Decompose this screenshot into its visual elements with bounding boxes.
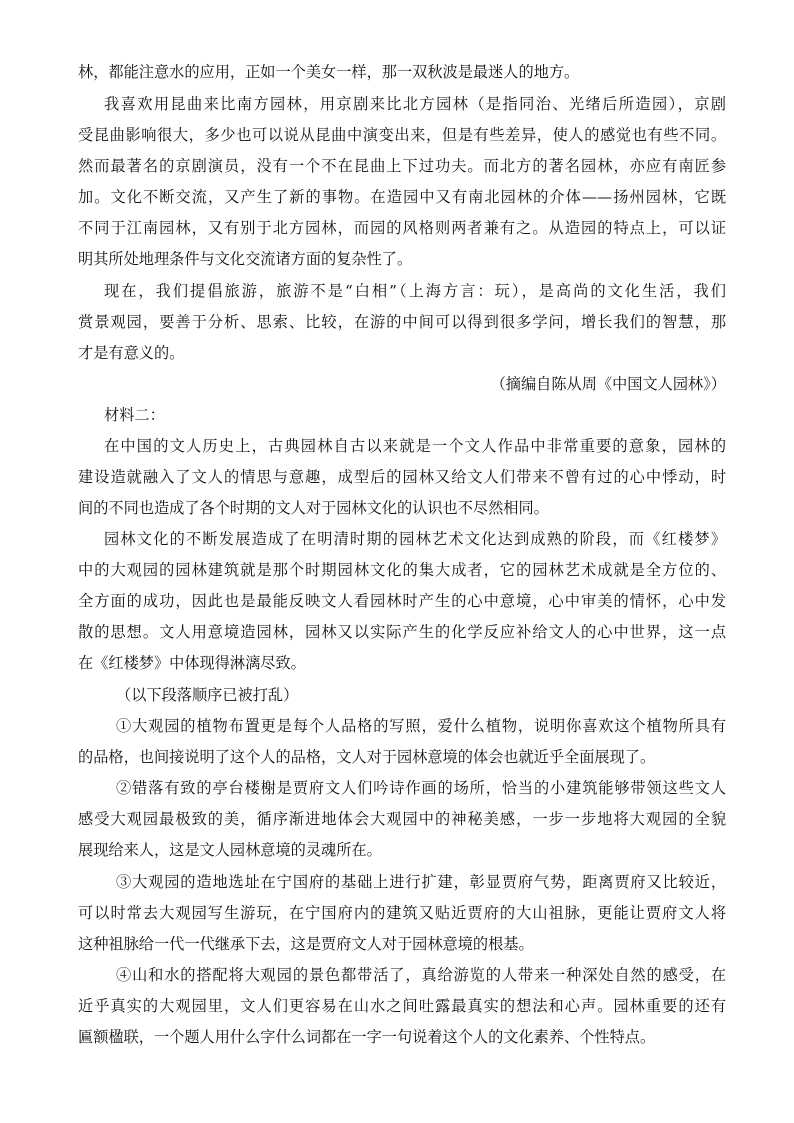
text-line: 可以时常去大观园写生游玩，在宁国府内的建筑又贴近贾府的大山祖脉，更能让贾府文人将: [78, 904, 726, 922]
text-line: ②错落有致的亭台楼榭是贾府文人们吟诗作画的场所，恰当的小建筑能够带领这些文人: [116, 779, 726, 797]
text-line: 现在，我们提倡旅游，旅游不是“白相”（上海方言：玩），是高尚的文化生活，我们: [104, 282, 726, 300]
text-line: 赏景观园，要善于分析、思索、比较，在游的中间可以得到很多学问，增长我们的智慧，那: [78, 313, 726, 331]
text-line: 不同于江南园林，又有别于北方园林，而园的风格则两者兼有之。从造园的特点上，可以证: [78, 219, 726, 237]
text-line: 中的大观园的园林建筑就是那个时期园林文化的集大成者，它的园林艺术成就是全方位的、: [78, 561, 726, 579]
text-line: ①大观园的植物布置更是每个人品格的写照，爱什么植物，说明你喜欢这个植物所具有: [116, 717, 726, 735]
text-line: ④山和水的搭配将大观园的景色都带活了，真给游览的人带来一种深处自然的感受，在: [116, 966, 726, 984]
source-note: （摘编自陈从周《中国文人园林》）: [490, 375, 726, 393]
text-line: 我喜欢用昆曲来比南方园林，用京剧来比北方园林（是指同治、光绪后所造园），京剧: [104, 95, 726, 113]
text-line: 在中国的文人历史上，古典园林自古以来就是一个文人作品中非常重要的意象，园林的: [104, 437, 726, 455]
text-line: 林，都能注意水的应用，正如一个美女一样，那一双秋波是最迷人的地方。: [78, 63, 580, 81]
text-line: 明其所处地理条件与文化交流诸方面的复杂性了。: [78, 250, 413, 268]
shuffle-note: （以下段落顺序已被打乱）: [116, 686, 299, 704]
text-line: 在《红楼梦》中体现得淋漓尽致。: [78, 654, 306, 672]
text-line: 全方面的成功，因此也是最能反映文人看园林时产生的心中意境，心中审美的情怀，心中发: [78, 592, 726, 610]
text-line: 感受大观园最极致的美，循序渐进地体会大观园中的神秘美感，一步一步地将大观园的全貌: [78, 810, 726, 828]
text-line: 近乎真实的大观园里，文人们更容易在山水之间吐露最真实的想法和心声。园林重要的还有: [78, 997, 726, 1015]
text-line: 间的不同也造成了各个时期的文人对于园林文化的认识也不尽然相同。: [78, 499, 549, 517]
text-line: 园林文化的不断发展造成了在明清时期的园林艺术文化达到成熟的阶段，而《红楼梦》: [104, 530, 726, 548]
text-line: 建设造就融入了文人的情思与意趣，成型后的园林又给文人们带来不曾有过的心中悸动，时: [78, 468, 726, 486]
text-line: 散的思想。文人用意境造园林，园林又以实际产生的化学反应补给文人的心中世界，这一点: [78, 623, 726, 641]
text-line: 匾额楹联，一个题人用什么字什么词都在一字一句说着这个人的文化素养、个性特点。: [78, 1028, 656, 1046]
text-line: 展现给来人，这是文人园林意境的灵魂所在。: [78, 841, 382, 859]
material-two-label: 材料二：: [104, 406, 165, 424]
text-line: 加。文化不断交流，又产生了新的事物。在造园中又有南北园林的介体——扬州园林，它既: [78, 188, 726, 206]
text-line: 的品格，也间接说明了这个人的品格，文人对于园林意境的体会也就近乎全面展现了。: [78, 748, 656, 766]
text-line: 受昆曲影响很大，多少也可以说从昆曲中演变出来，但是有些差异，使人的感觉也有些不同。: [78, 126, 726, 144]
text-line: 这种祖脉给一代一代继承下去，这是贾府文人对于园林意境的根基。: [78, 935, 534, 953]
text-line: ③大观园的造地选址在宁国府的基础上进行扩建，彰显贾府气势，距离贾府又比较近，: [116, 873, 726, 891]
text-line: 然而最著名的京剧演员，没有一个不在昆曲上下过功夫。而北方的著名园林，亦应有南匠参: [78, 157, 726, 175]
text-line: 才是有意义的。: [78, 344, 185, 362]
